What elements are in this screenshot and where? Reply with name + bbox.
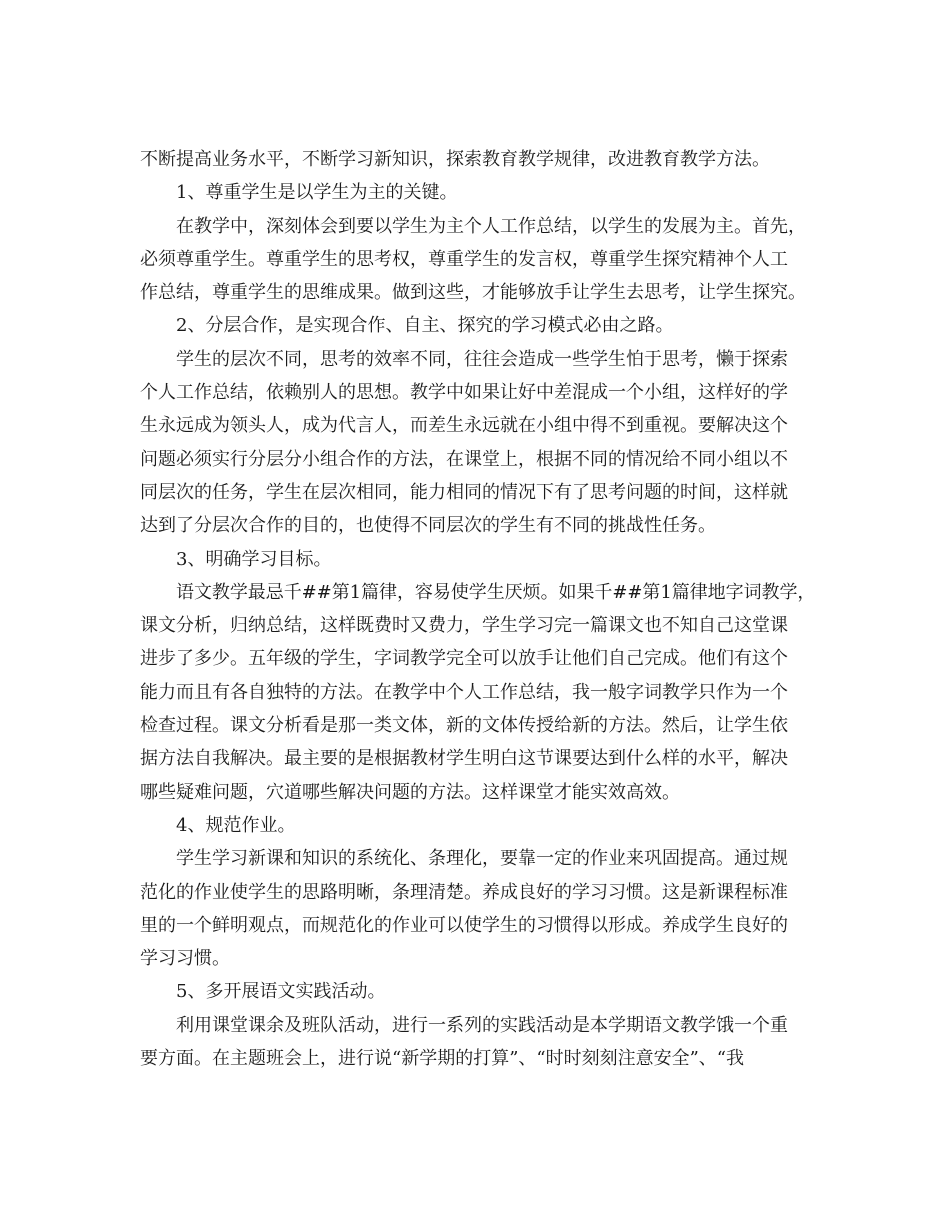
text-line: 生永远成为领头人，成为代言人，而差生永远就在小组中得不到重视。要解决这个 [140, 415, 788, 437]
text-line: 不断提高业务水平，不断学习新知识，探索教育教学规律，改进教育教学方法。 [140, 149, 770, 170]
text-line: 进步了多少。五年级的学生，字词教学完全可以放手让他们自己完成。他们有这个 [140, 648, 788, 670]
text-line: 4、规范作业。 [176, 814, 296, 836]
text-line: 据方法自我解决。最主要的是根据教材学生明白这节课要达到什么样的水平，解决 [140, 748, 788, 770]
text-line: 哪些疑难问题，穴道哪些解决问题的方法。这样课堂才能实效高效。 [140, 781, 680, 803]
text-line: 里的一个鲜明观点，而规范化的作业可以使学生的习惯得以形成。养成学生良好的 [140, 914, 788, 936]
text-line: 学习习惯。 [140, 948, 230, 970]
text-line: 能力而且有各自独特的方法。在教学中个人工作总结，我一般字词教学只作为一个 [140, 681, 788, 703]
text-line: 课文分析，归纳总结，这样既费时又费力，学生学习完一篇课文也不知自己这堂课 [140, 615, 788, 637]
text-line: 达到了分层次合作的目的，也使得不同层次的学生有不同的挑战性任务。 [140, 515, 716, 537]
text-line: 检查过程。课文分析看是那一类文体，新的文体传授给新的方法。然后，让学生依 [140, 715, 788, 737]
text-line: 2、分层合作，是实现合作、自主、探究的学习模式必由之路。 [176, 315, 674, 337]
text-line: 3、明确学习目标。 [176, 548, 332, 570]
text-line: 问题必须实行分层分小组合作的方法，在课堂上，根据不同的情况给不同小组以不 [140, 448, 788, 470]
text-line: 范化的作业使学生的思路明晰，条理清楚。养成良好的学习习惯。这是新课程标准 [140, 881, 788, 903]
text-line: 同层次的任务，学生在层次相同，能力相同的情况下有了思考问题的时间，这样就 [140, 481, 788, 503]
text-line: 学生学习新课和知识的系统化、条理化，要靠一定的作业来巩固提高。通过规 [176, 848, 788, 870]
text-line: 要方面。在主题班会上，进行说“新学期的打算”、“时时刻刻注意安全”、“我 [140, 1048, 745, 1070]
document-body [140, 143, 815, 1075]
text-line: 在教学中，深刻体会到要以学生为主个人工作总结，以学生的发展为主。首先， [176, 215, 806, 237]
text-line: 个人工作总结，依赖别人的思想。教学中如果让好中差混成一个小组，这样好的学 [140, 382, 788, 404]
text-line: 1、尊重学生是以学生为主的关键。 [176, 182, 458, 204]
text-line: 5、多开展语文实践活动。 [176, 981, 386, 1003]
text-line: 作总结，尊重学生的思维成果。做到这些，才能够放手让学生去思考，让学生探究。 [140, 282, 806, 304]
text-line: 学生的层次不同，思考的效率不同，往往会造成一些学生怕于思考，懒于探索 [176, 348, 788, 370]
text-line: 语文教学最忌千##第1篇律，容易使学生厌烦。如果千##第1篇律地字词教学， [176, 581, 815, 603]
text-line: 利用课堂课余及班队活动，进行一系列的实践活动是本学期语文教学饿一个重 [176, 1014, 788, 1036]
text-line: 必须尊重学生。尊重学生的思考权，尊重学生的发言权，尊重学生探究精神个人工 [140, 248, 788, 270]
